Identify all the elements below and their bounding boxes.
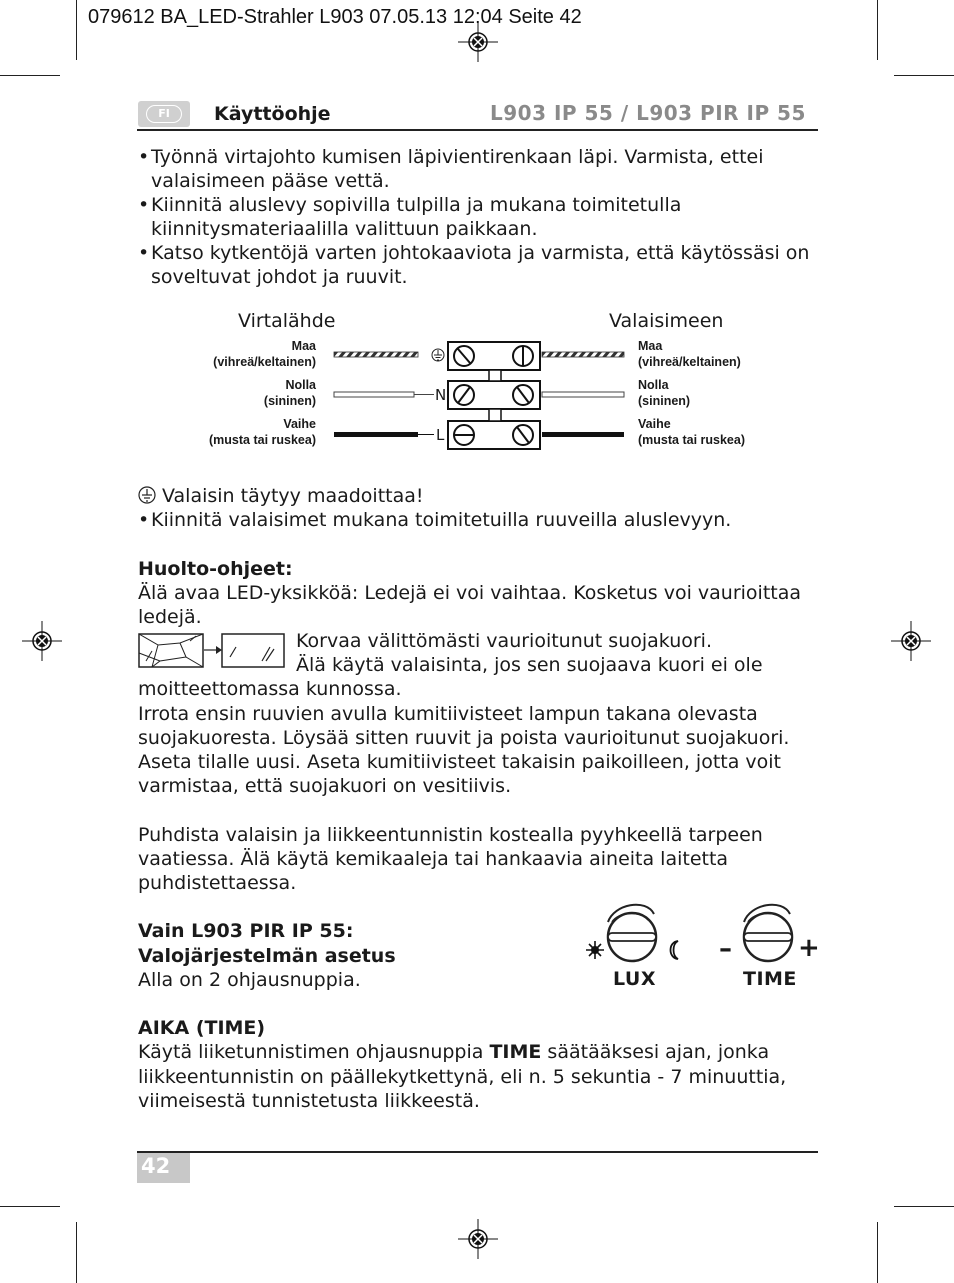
maintenance-line-2: ledejä.	[138, 606, 202, 628]
crop-mark	[0, 1206, 60, 1207]
wiring-left-heading: Virtalähde	[238, 310, 336, 332]
lux-label: LUX	[613, 968, 657, 990]
moon-icon	[671, 941, 679, 959]
time-line-1-post: säätääksesi ajan, jonka	[541, 1041, 770, 1063]
pir-heading-1: Vain L903 PIR IP 55:	[138, 920, 354, 942]
bullet-marker: •	[138, 146, 150, 168]
terminal-n-label: N	[435, 386, 447, 404]
maintenance-p2-line-1: Irrota ensin ruuvien avulla kumitiivisteet lampun takana olevasta	[138, 703, 758, 725]
wire-color: (vihreä/keltainen)	[638, 355, 741, 369]
mount-bullet: Kiinnitä valaisimet mukana toimitetuilla ruuveilla aluslevyyn.	[151, 509, 732, 531]
wire-label-phase-right	[638, 416, 745, 448]
time-line-1	[138, 1040, 769, 1064]
phase-wire-left	[334, 432, 418, 437]
registration-mark-icon	[22, 621, 62, 661]
wire-name: Nolla	[638, 378, 669, 392]
time-heading: AIKA (TIME)	[138, 1017, 266, 1039]
time-line-1-pre: Käytä liiketunnistimen ohjausnuppia	[138, 1041, 490, 1063]
time-line-2: liikkeentunnistin on päällekytkettynä, eli n. 5 sekuntia - 7 minuuttia,	[138, 1066, 787, 1088]
terminal-l-label: L	[436, 426, 445, 444]
broken-cover-icon	[138, 633, 286, 669]
ground-symbol-icon	[137, 485, 157, 505]
bullet-2-line-2: kiinnitysmateriaalilla valittuun paikkaan.	[151, 218, 538, 240]
wire-name: Maa	[638, 339, 663, 353]
sun-icon	[586, 941, 604, 959]
wire-color: (musta tai ruskea)	[638, 433, 745, 447]
model-name: L903 IP 55 / L903 PIR IP 55	[490, 101, 806, 125]
bullet-3-line-1: Katso kytkentöjä varten johtokaaviota ja varmista, että käytössäsi on	[151, 242, 810, 264]
crop-mark	[76, 1222, 77, 1283]
cover-line-3: moitteettomassa kunnossa.	[138, 678, 402, 700]
language-code: FI	[146, 105, 182, 123]
maintenance-p2-line-4: varmistaa, että suojakuori on vesitiivis.	[138, 775, 512, 797]
print-slug: 079612 BA_LED-Strahler L903 07.05.13 12:04 Seite 42	[88, 6, 582, 28]
maintenance-line-1: Älä avaa LED-yksikköä: Ledejä ei voi vaihtaa. Kosketus voi vaurioittaa	[138, 582, 802, 604]
wiring-right-heading: Valaisimeen	[609, 310, 724, 332]
neutral-wire-right	[542, 392, 624, 397]
wire-label-earth-left	[150, 338, 316, 370]
crop-mark	[894, 75, 954, 76]
pir-heading-2: Valojärjestelmän asetus	[138, 945, 396, 967]
crop-mark	[877, 1222, 878, 1283]
crop-mark	[76, 0, 77, 60]
registration-mark-icon	[891, 621, 931, 661]
wire-name: Vaihe	[283, 417, 316, 431]
bullet-marker: •	[138, 242, 150, 264]
neutral-wire-left	[334, 392, 414, 397]
wire-label-neutral-left	[150, 377, 316, 409]
crop-mark	[877, 0, 878, 60]
registration-mark-icon	[458, 1219, 498, 1259]
lux-knob	[584, 900, 690, 970]
bullet-2-line-1: Kiinnitä aluslevy sopivilla tulpilla ja mukana toimitetulla	[151, 194, 682, 216]
language-badge	[138, 101, 190, 127]
bullet-marker: •	[138, 194, 150, 216]
pir-text: Alla on 2 ohjausnuppia.	[138, 969, 361, 991]
time-line-3: viimeisestä tunnistetusta liikkeestä.	[138, 1090, 480, 1112]
terminal-block	[448, 342, 540, 449]
maintenance-p2-line-2: suojakuoresta. Löysää sitten ruuvit ja poista vaurioitunut suojakuori.	[138, 727, 790, 749]
maintenance-p2-line-3: Aseta tilalle uusi. Aseta kumitiivisteet takaisin paikoilleen, jotta voit	[138, 751, 782, 773]
ground-note: Valaisin täytyy maadoittaa!	[162, 485, 424, 507]
crop-mark	[894, 1206, 954, 1207]
wire-label-earth-right	[638, 338, 741, 370]
maintenance-p3-line-3: puhdistettaessa.	[138, 872, 297, 894]
footer-rule	[137, 1151, 818, 1153]
wire-label-phase-left	[150, 416, 316, 448]
crop-mark	[0, 75, 60, 76]
bullet-3-line-2: soveltuvat johdot ja ruuvit.	[151, 266, 408, 288]
wire-color: (vihreä/keltainen)	[213, 355, 316, 369]
cover-line-2: Älä käytä valaisinta, jos sen suojaava kuori ei ole	[296, 654, 763, 676]
bullet-marker: •	[138, 509, 150, 531]
earth-wire-right	[542, 352, 624, 357]
wire-name: Vaihe	[638, 417, 671, 431]
maintenance-p3-line-2: vaatiessa. Älä käytä kemikaaleja tai hankaavia aineita laitetta	[138, 848, 729, 870]
header-rule	[137, 129, 818, 131]
phase-wire-right	[542, 432, 624, 437]
time-plus: +	[798, 933, 820, 963]
maintenance-heading: Huolto-ohjeet:	[138, 558, 293, 580]
time-line-1-bold: TIME	[489, 1041, 542, 1063]
time-label: TIME	[743, 968, 797, 990]
maintenance-p3-line-1: Puhdista valaisin ja liikkeentunnistin kostealla pyyhkeellä tarpeen	[138, 824, 763, 846]
wiring-diagram	[330, 338, 630, 454]
earth-wire-left	[334, 352, 418, 357]
wire-color: (sininen)	[638, 394, 691, 408]
page-number: 42	[141, 1154, 171, 1178]
page-number-box	[137, 1153, 190, 1183]
wire-color: (musta tai ruskea)	[209, 433, 316, 447]
cover-line-1: Korvaa välittömästi vaurioitunut suojakuori.	[296, 630, 712, 652]
bullet-1-line-2: valaisimeen pääse vettä.	[151, 170, 390, 192]
wire-label-neutral-right	[638, 377, 690, 409]
wire-name: Maa	[291, 339, 316, 353]
time-minus: –	[719, 934, 732, 964]
wire-name: Nolla	[285, 378, 316, 392]
document-title: Käyttöohje	[214, 103, 331, 125]
wire-color: (sininen)	[263, 394, 316, 408]
ground-symbol-icon	[432, 349, 444, 361]
bullet-1-line-1: Työnnä virtajohto kumisen läpivientirenkaan läpi. Varmista, ettei	[151, 146, 764, 168]
